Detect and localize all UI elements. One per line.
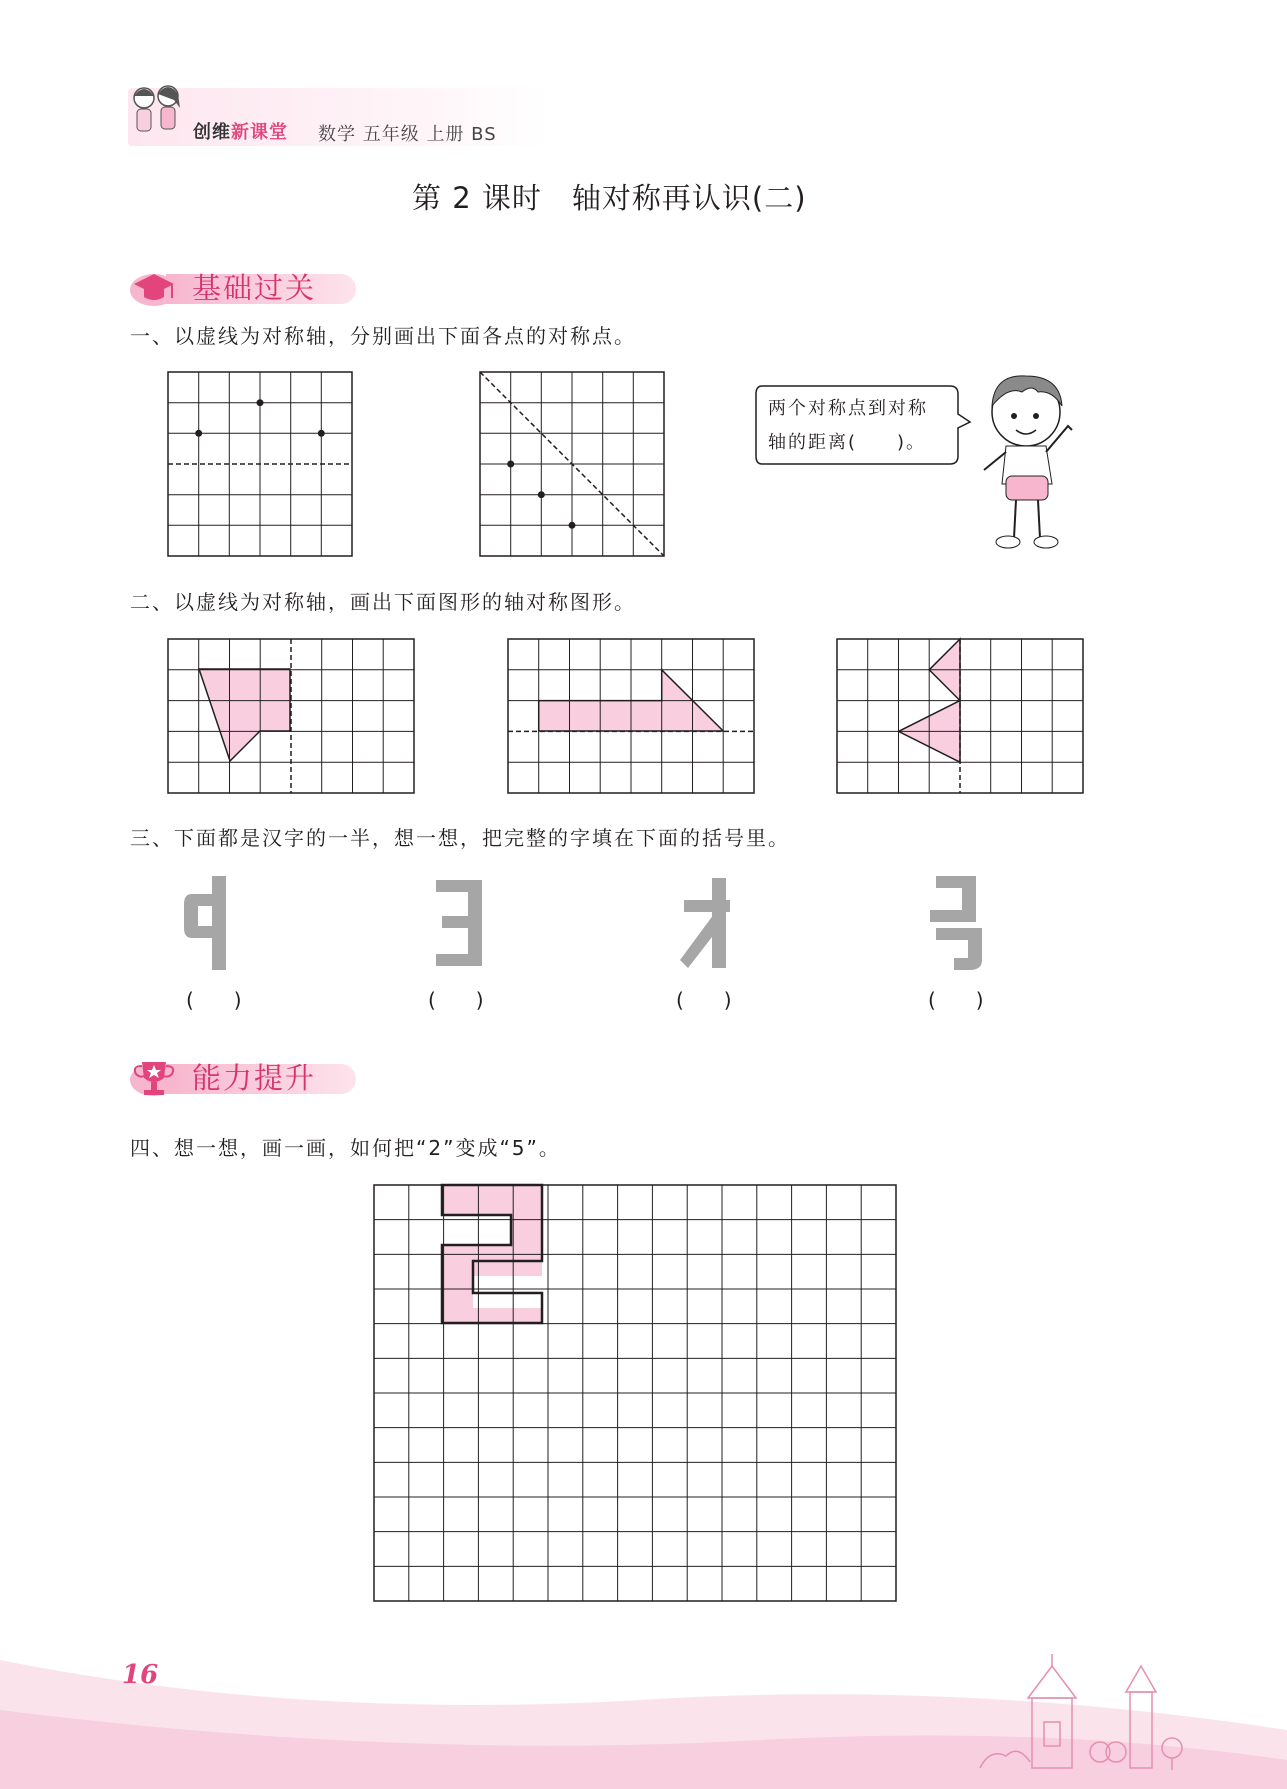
point	[195, 430, 202, 437]
question-1: 一、以虚线为对称轴，分别画出下面各点的对称点。	[130, 324, 636, 348]
answer-blank-1[interactable]: ( )	[186, 988, 242, 1012]
half-character-3	[680, 878, 730, 968]
q4-grid[interactable]	[372, 1183, 900, 1605]
half-character-2	[436, 880, 482, 966]
lesson-title: 第 2 课时 轴对称再认识(二)	[412, 181, 807, 215]
cartoon-boy	[972, 366, 1084, 556]
subject-info: 数学 五年级 上册 BS	[318, 124, 497, 145]
point	[569, 522, 576, 529]
point	[318, 430, 325, 437]
answer-blank-2[interactable]: ( )	[428, 988, 484, 1012]
q1-grid-right[interactable]	[478, 370, 668, 560]
q2-grid-2[interactable]	[506, 637, 756, 795]
speech-line-1: 两个对称点到对称	[768, 398, 928, 419]
page-number: 16	[122, 1660, 159, 1690]
q2-grid-1[interactable]	[166, 637, 416, 795]
answer-blank-3[interactable]: ( )	[676, 988, 732, 1012]
section-advanced-title: 能力提升	[192, 1061, 317, 1095]
castle-decoration	[960, 1652, 1200, 1782]
section-advanced-header	[128, 1052, 368, 1096]
point	[538, 491, 545, 498]
graduation-cap-icon	[128, 264, 184, 308]
point	[257, 399, 264, 406]
q1-grid-left[interactable]	[166, 370, 356, 560]
question-4: 四、想一想，画一画，如何把“2”变成“5”。	[130, 1136, 561, 1160]
half-character-4	[930, 876, 982, 970]
half-character-1	[184, 876, 234, 970]
speech-bubble-text	[768, 392, 928, 460]
question-2: 二、以虚线为对称轴，画出下面图形的轴对称图形。	[130, 590, 636, 614]
question-3: 三、下面都是汉字的一半，想一想，把完整的字填在下面的括号里。	[130, 826, 790, 850]
section-basic-title: 基础过关	[192, 271, 317, 305]
trophy-icon	[128, 1054, 184, 1098]
answer-blank-4[interactable]: ( )	[928, 988, 984, 1012]
point	[507, 461, 514, 468]
speech-line-2: 轴的距离( )。	[768, 432, 927, 453]
section-basic-header	[128, 262, 368, 306]
header-kids-illustration	[128, 82, 188, 150]
q2-grid-3[interactable]	[835, 637, 1085, 795]
brand-name: 创维新课堂	[193, 122, 288, 143]
shape	[199, 669, 290, 761]
